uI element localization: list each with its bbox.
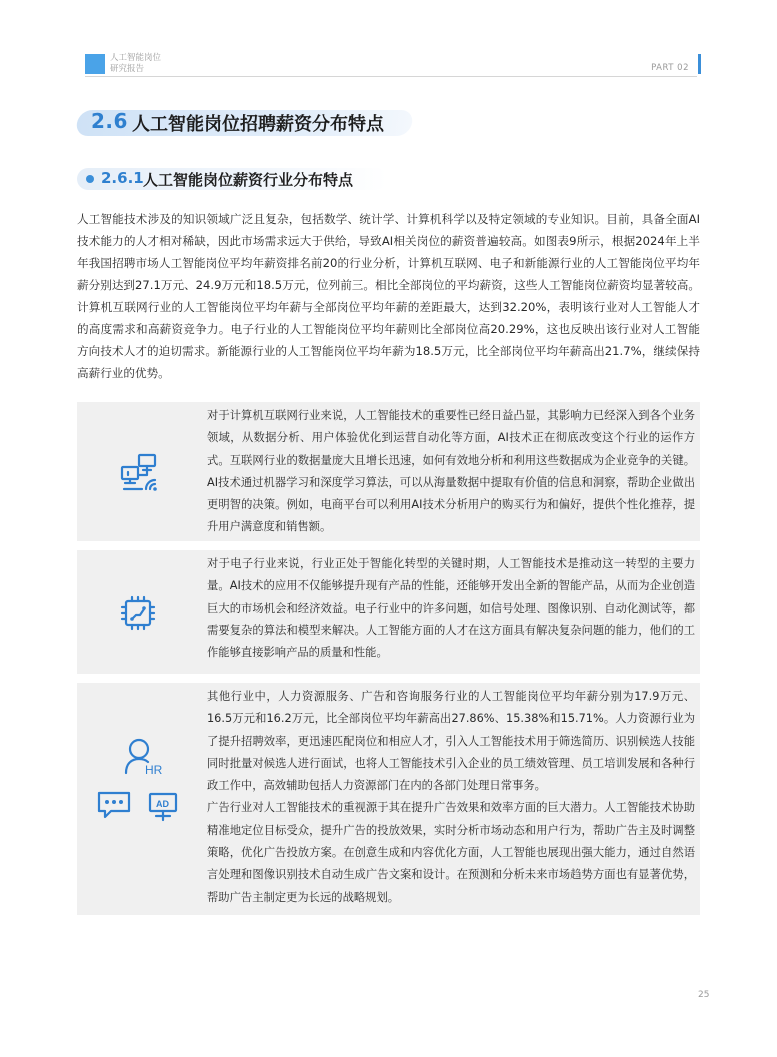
subsection-title: 人工智能岗位薪资行业分布特点 (143, 171, 354, 189)
ad-label: AD (156, 799, 169, 809)
chat-bubble-icon (97, 790, 131, 820)
header-line2: 研究报告 (110, 64, 145, 74)
panel-text-hr: 其他行业中，人力资源服务、广告和咨询服务行业的人工智能岗位平均年薪分别为17.9万元、16.5万元和16.2万元，比全部岗位平均年薪高出27.86%、15.38%和15.71%。人力资源行业为了提升招聘效率，更迅速匹配岗位和相应人才，引入人工智能技术用于筛选简历、识别候选人技能同时批量对候选人进行面试，也将人工智能技术引入企业的员工绩效管理、员工培训发展和各种行政工作中，高效辅助包括人力资源部门在内的各部门处理日常事务。 (207, 690, 695, 793)
ad-board-icon (147, 792, 179, 822)
panel-electronics (77, 550, 700, 674)
section-title: 人工智能岗位招聘薪资分布特点 (132, 114, 384, 135)
panel-icon-column (77, 550, 197, 674)
subsection-bullet (86, 175, 94, 183)
panel-text (207, 686, 695, 909)
computer-network-icon (119, 453, 159, 493)
hr-person-icon (123, 737, 167, 777)
section-heading (77, 104, 412, 140)
panel-icon-column (77, 402, 197, 541)
section-number: 2.6 (91, 109, 128, 133)
header-part-label: PART 02 (651, 63, 689, 73)
circuit-chip-icon (120, 595, 156, 631)
panel-icon-column (77, 683, 197, 915)
subsection-heading (77, 166, 407, 192)
panel-text-ad: 广告行业对人工智能技术的重视源于其在提升广告效果和效率方面的巨大潜力。人工智能技术协助精准地定位目标受众，提升广告的投放效果，实时分析市场动态和用户行为，帮助广告主及时调整策略，优化广告投放方案。在创意生成和内容优化方面，人工智能也展现出强大能力，通过自然语言处理和图像识别技术自动生成广告文案和设计。在预测和分析未来市场趋势方面也有显著优势，帮助广告主制定更为长远的战略规划。 (207, 801, 695, 904)
header-accent-bar (698, 54, 701, 74)
panel-text: 对于计算机互联网行业来说，人工智能技术的重要性已经日益凸显，其影响力已经深入到各个业务领域，从数据分析、用户体验优化到运营自动化等方面，AI技术正在彻底改变这个行业的运作方式。互联网行业的数据量庞大且增长迅速，如何有效地分析和利用这些数据成为企业竞争的关键。AI技术通过机器学习和深度学习算法，可以从海量数据中提取有价值的信息和洞察，帮助企业做出更明智的决策。例如，电商平台可以利用AI技术分析用户的购买行为和偏好，提供个性化推荐，提升用户满意度和销售额。 (207, 409, 695, 534)
header-divider (85, 76, 697, 77)
panel-internet (77, 402, 700, 541)
header-report-title (110, 53, 161, 75)
page-number: 25 (698, 990, 710, 1000)
header-line1: 人工智能岗位 (110, 53, 162, 63)
subsection-number: 2.6.1 (101, 169, 144, 187)
header-logo-square (85, 54, 105, 74)
intro-paragraph: 人工智能技术涉及的知识领域广泛且复杂，包括数学、统计学、计算机科学以及特定领域的专业知识。目前，具备全面AI技术能力的人才相对稀缺，因此市场需求远大于供给，导致AI相关岗位的薪资普遍较高。如图表9所示，根据2024年上半年我国招聘市场人工智能岗位平均年薪资排名前20的行业分析，计算机互联网、电子和新能源行业的人工智能岗位平均年薪分别达到27.1万元、24.9万元和18.5万元，位列前三。相比全部岗位的平均薪资，这些人工智能岗位薪资均显著较高。计算机互联网行业的人工智能岗位平均年薪与全部岗位平均年薪的差距最大，达到32.20%，表明该行业对人工智能人才的高度需求和高薪资竞争力。电子行业的人工智能岗位平均年薪则比全部岗位高20.29%，这也反映出该行业对人工智能方向技术人才的迫切需求。新能源行业的人工智能岗位平均年薪为18.5万元，比全部岗位平均年薪高出21.7%，继续保持高薪行业的优势。 (77, 212, 700, 380)
panel-text: 对于电子行业来说，行业正处于智能化转型的关键时期，人工智能技术是推动这一转型的主要力量。AI技术的应用不仅能够提升现有产品的性能，还能够开发出全新的智能产品，从而为企业创造巨大的市场机会和经济效益。电子行业中的许多问题，如信号处理、图像识别、自动化测试等，都需要复杂的算法和模型来解决。人工智能方面的人才在这方面具有解决复杂问题的能力，他们的工作能够直接影响产品的质量和性能。 (207, 557, 695, 660)
panel-other-industries (77, 683, 700, 915)
hr-label: HR (145, 763, 163, 777)
